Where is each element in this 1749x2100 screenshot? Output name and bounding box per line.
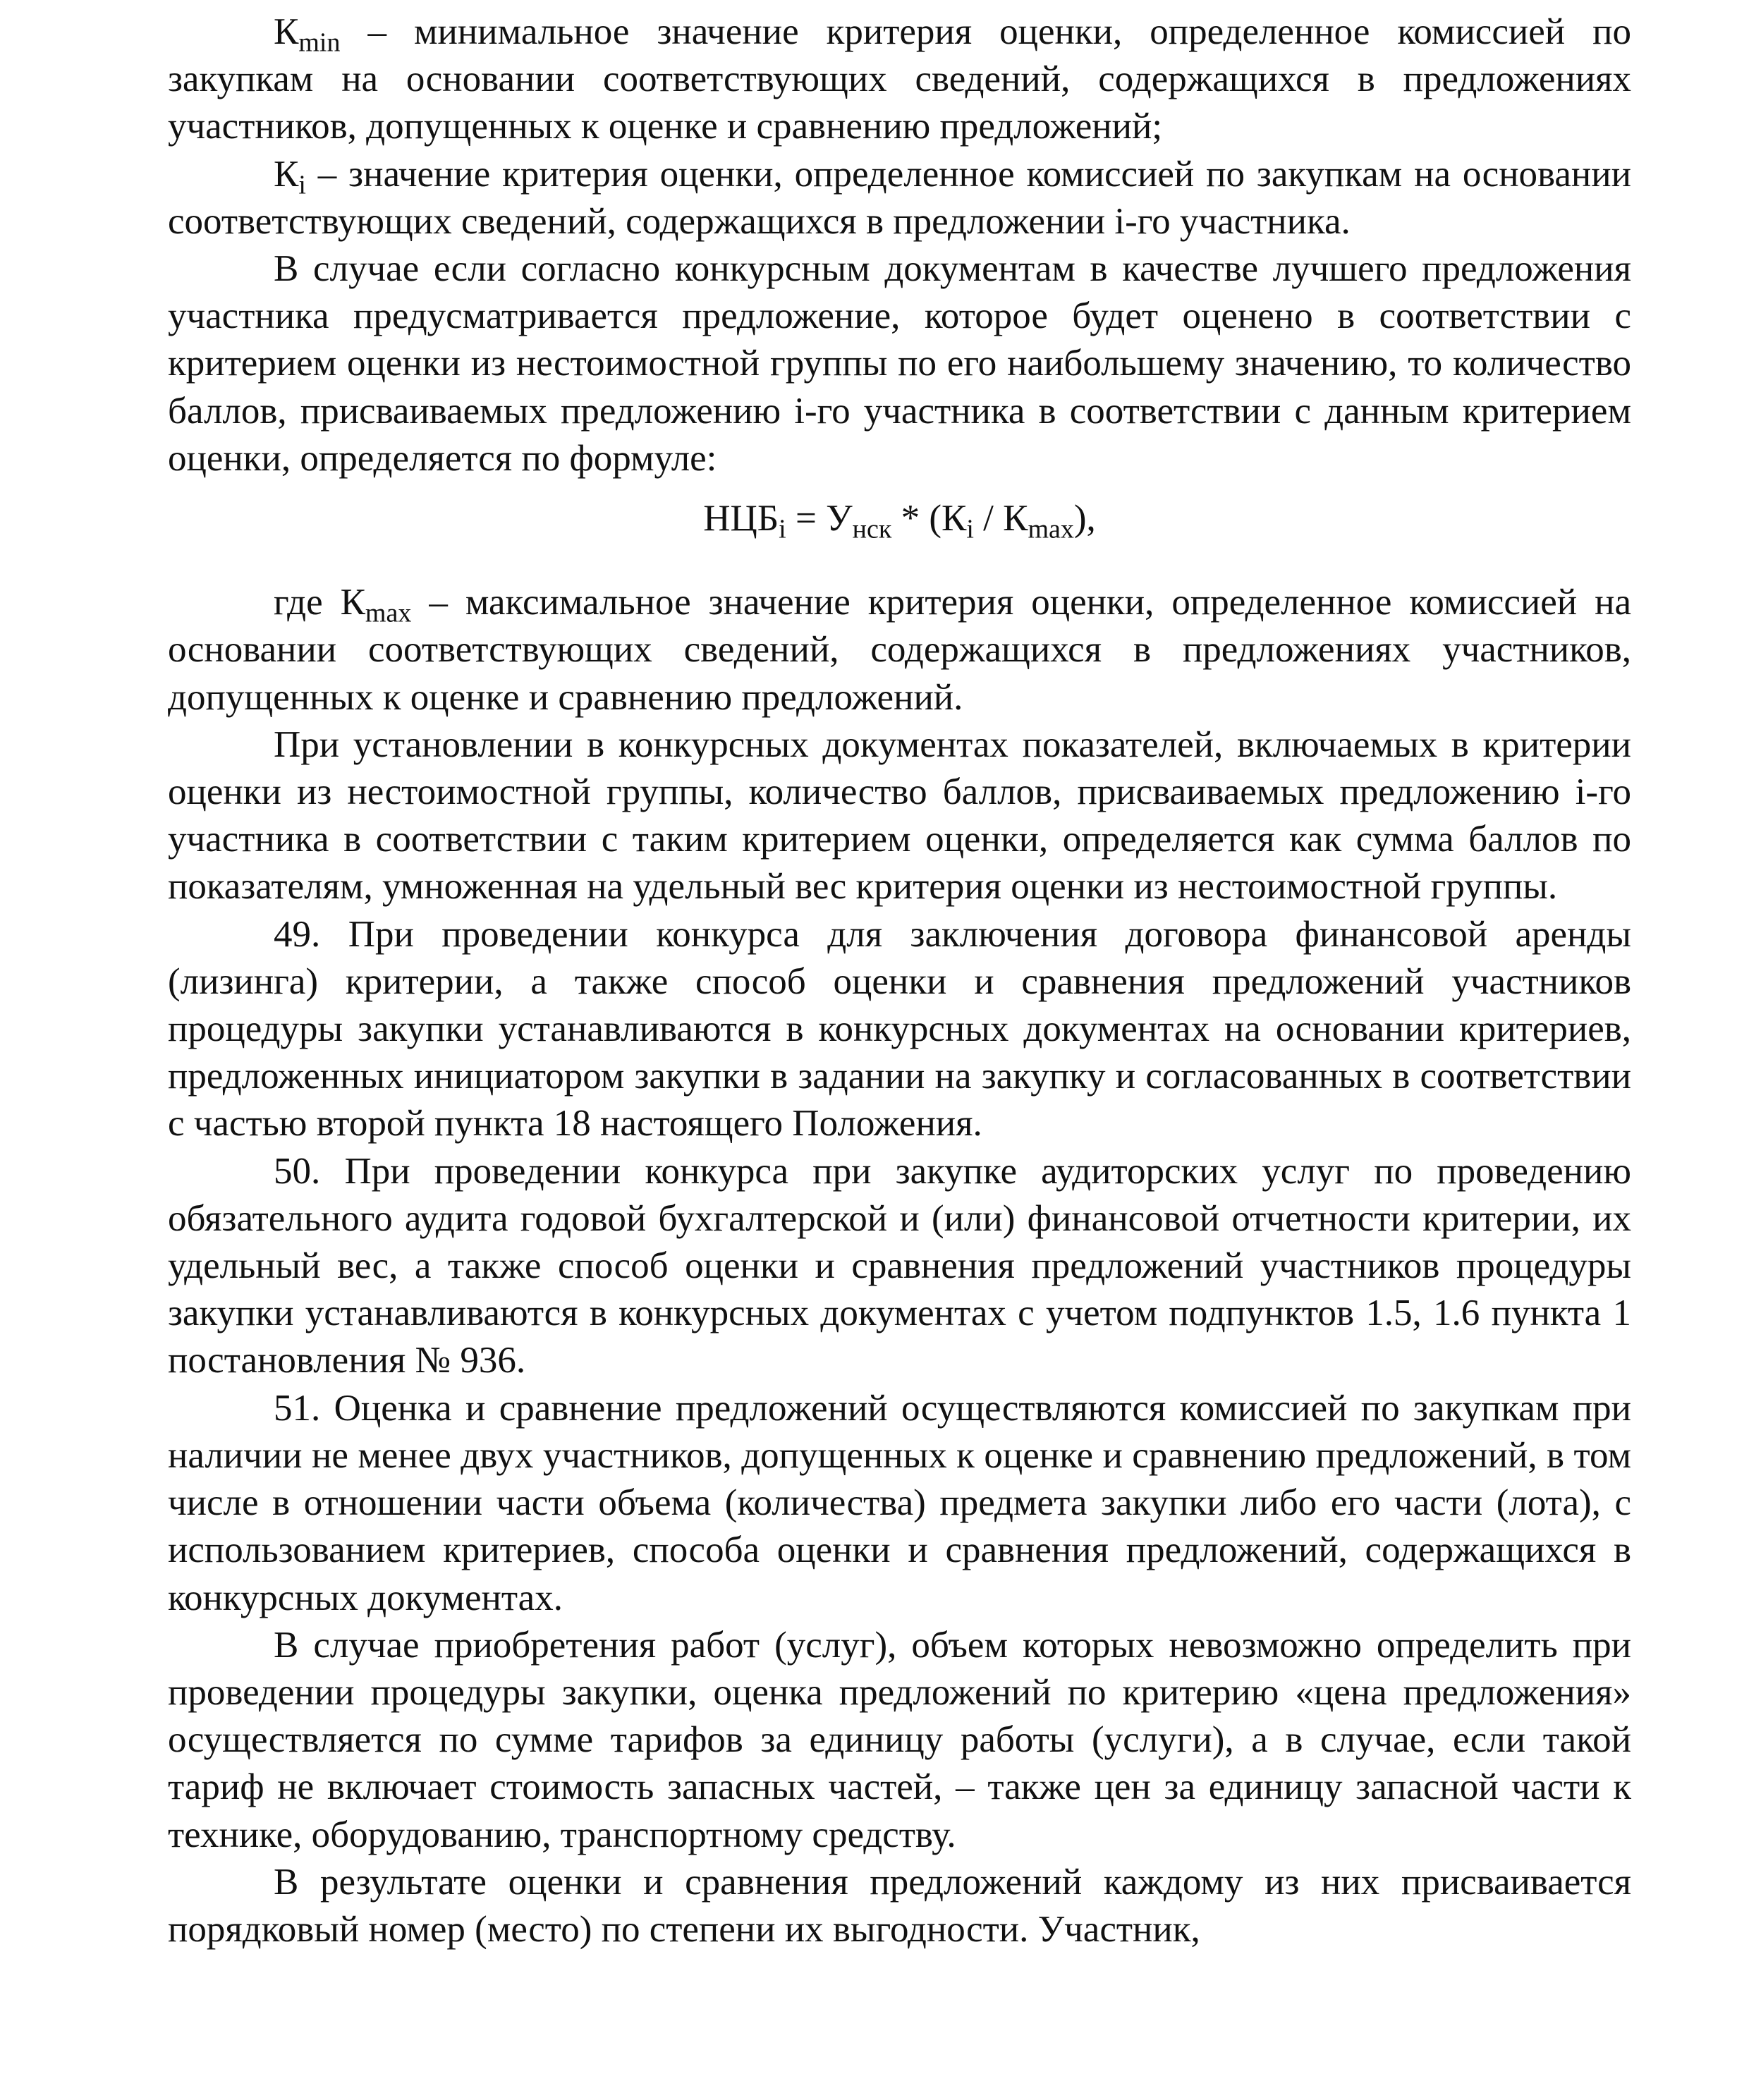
paragraph-nonprice-max: В случае если согласно конкурсным документам в качестве лучшего предложения участника предусматривается предложение, которое будет оценено в соответствии с критерием оценки из нестоимостной группы по его наибольшему значению, то количество баллов, присваиваемых предложению i-го участника в соответствии с данным критерием оценки, определяется по формуле:: [168, 248, 1631, 479]
definition-text: – максимальное значение критерия оценки, определенное комиссией на основании соответствующих сведений, содержащихся в предложениях участников, допущенных к оценке и сравнению предложений.: [168, 582, 1631, 718]
definition-text: – значение критерия оценки, определенное комиссией по закупкам на основании соответствующих сведений, содержащихся в предложении i-го участника.: [168, 153, 1631, 242]
clause-49: 49. При проведении конкурса для заключения договора финансовой аренды (лизинга) критерии, а также способ оценки и сравнения предложений участников процедуры закупки устанавливаются в конкурсных документах на основании критериев, предложенных инициатором закупки в задании на закупку и согласованных в соответствии с частью второй пункта 18 настоящего Положения.: [168, 913, 1631, 1144]
formula-end: ),: [1073, 498, 1096, 539]
formula-ncb: [168, 495, 1631, 542]
definition-text: – минимальное значение критерия оценки, определенное комиссией по закупкам на основании соответствующих сведений, содержащихся в предложениях участников, допущенных к оценке и сравнению предложений;: [168, 11, 1631, 147]
k-symbol: К: [274, 153, 299, 195]
formula-k-subscript: i: [966, 514, 974, 544]
formula-max-subscript: max: [1028, 514, 1074, 544]
definition-prefix: где К: [274, 582, 365, 623]
formula-mid: * (К: [891, 498, 967, 539]
k-min-subscript: min: [298, 28, 341, 58]
formula-div: / К: [973, 498, 1028, 539]
definition-k-min: [168, 8, 1631, 151]
definition-k-i: [168, 151, 1631, 245]
clause-51: 51. Оценка и сравнение предложений осуществляются комиссией по закупкам при наличии не менее двух участников, допущенных к оценке и сравнению предложений, в том числе в отношении части объема (количества) предмета закупки либо его части (лота), с использованием критериев, способа оценки и сравнения предложений, содержащихся в конкурсных документах.: [168, 1387, 1631, 1618]
clause-50: 50. При проведении конкурса при закупке аудиторских услуг по проведению обязательного аудита годовой бухгалтерской и (или) финансовой отчетности критерии, их удельный вес, а также способ оценки и сравнения предложений участников процедуры закупки устанавливаются в конкурсных документах с учетом подпунктов 1.5, 1.6 пункта 1 постановления № 936.: [168, 1150, 1631, 1381]
formula-lhs-subscript: i: [779, 514, 786, 544]
paragraph-works-services: В случае приобретения работ (услуг), объем которых невозможно определить при проведении процедуры закупки, оценка предложений по критерию «цена предложения» осуществляется по сумме тарифов за единицу работы (услуги), а в случае, если такой тариф не включает стоимость запасных частей, – также цен за единицу запасной части к технике, оборудованию, транспортному средству.: [168, 1624, 1631, 1855]
k-i-subscript: i: [298, 170, 306, 200]
k-max-subscript: max: [365, 598, 412, 628]
formula-u-subscript: нск: [852, 514, 892, 544]
document-page: [168, 8, 1631, 1953]
formula-lhs: НЦБ: [703, 498, 779, 539]
k-symbol: К: [274, 11, 299, 52]
formula-eq: = У: [786, 498, 853, 539]
paragraph-indicators: При установлении в конкурсных документах показателей, включаемых в критерии оценки из нестоимостной группы, количество баллов, присваиваемых предложению i-го участника в соответствии с таким критерием оценки, определяется как сумма баллов по показателям, умноженная на удельный вес критерия оценки из нестоимостной группы.: [168, 724, 1631, 908]
definition-k-max: [168, 579, 1631, 721]
paragraph-ranking: В результате оценки и сравнения предложений каждому из них присваивается порядковый номер (место) по степени их выгодности. Участник,: [168, 1861, 1631, 1950]
